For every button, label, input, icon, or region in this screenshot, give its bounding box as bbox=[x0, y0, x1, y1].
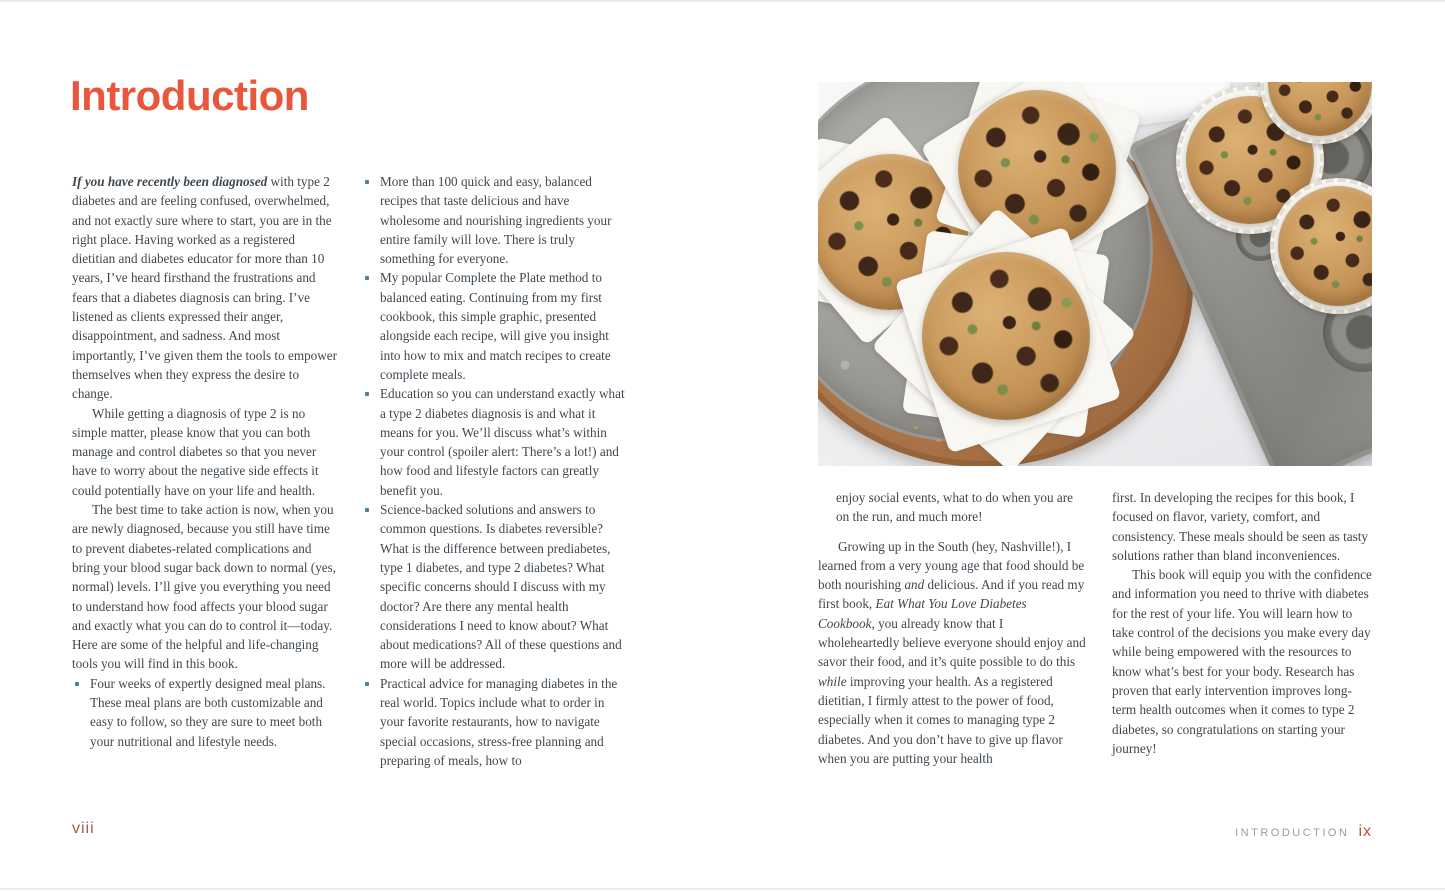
bullet-list bbox=[362, 172, 630, 770]
right-page-number: ix bbox=[1358, 823, 1372, 840]
running-head: INTRODUCTION bbox=[1235, 827, 1350, 839]
list-item: My popular Complete the Plate method to balanced eating. Continuing from my first cookbook, this simple graphic, presented alongside each recipe, will give you insight into how to mix and match recipes to create complete meals. bbox=[362, 268, 630, 384]
book-title-italic: Eat What You Love Diabetes Cookbook bbox=[818, 596, 1027, 631]
page-bottom-edge bbox=[0, 888, 1445, 890]
paragraph: This book will equip you with the confidence and information you need to thrive with diabetes for the rest of your life. You will learn how to take control of the decisions you make every day while being empowered with the resources to know what’s best for your body. Research has proven that early intervention improves long-term health outcomes when it comes to type 2 diabetes, so congratulations on starting your journey! bbox=[1112, 567, 1372, 756]
list-item: More than 100 quick and easy, balanced recipes that taste delicious and have wholesome and nourishing ingredients your entire family will love. There is truly something for everyone. bbox=[362, 172, 630, 268]
paragraph: The best time to take action is now, when you are newly diagnosed, because you still have time to prevent diabetes-related complications and bring your blood sugar back down to normal (yes, normal) levels. I’ll give you everything you need to understand how food affects your blood sugar and exactly what you can do to control it—today. Here are some of the helpful and life-changing tools you will find in this book. bbox=[72, 502, 337, 672]
right-page-footer bbox=[1235, 823, 1372, 841]
list-item: Four weeks of expertly designed meal plans. These meal plans are both customizable and easy to follow, so they are sure to meet both your nutritional and lifestyle needs. bbox=[72, 674, 338, 751]
lead-in-text: If you have recently been diagnosed bbox=[72, 174, 268, 189]
list-item: Education so you can understand exactly what a type 2 diabetes diagnosis is and what it means for you. We’ll discuss what’s within your control (spoiler alert: There’s a lot!) and how food and lifestyle factors can greatly benefit you. bbox=[362, 384, 630, 500]
paragraph: Growing up in the South (hey, Nashville!), I learned from a very young age that food should be both nourishing and delicious. And if you read my first book, Eat What You Love Diabetes Cookbook, you already know that I wholeheartedly believe everyone should enjoy and savor their food, and it’s quite possible to do this while improving your health. As a registered dietitian, I firmly attest to the power of food, especially when it comes to managing type 2 diabetes. And you don’t have to give up flavor when you are putting your health bbox=[818, 538, 1086, 766]
right-page-column-2 bbox=[1112, 488, 1374, 758]
paragraph: If you have recently been diagnosed with type 2 diabetes and are feeling confused, overwhelmed, and not exactly sure where to start, you are in the right place. Having worked as a registered dietitian and diabetes educator for more than 10 years, I’ve heard firsthand the frustrations and fears that a diabetes diagnosis can bring. I’ve listened as clients expressed their anger, disappointment, and sadness. And most importantly, I’ve given them the tools to empower themselves when they express the desire to change. bbox=[72, 174, 338, 402]
bullet-continuation: enjoy social events, what to do when you are on the run, and much more! bbox=[836, 490, 1073, 525]
list-item: Practical advice for managing diabetes in the real world. Topics include what to order in your favorite restaurants, how to navigate special occasions, stress-free planning and preparing of meals, how to bbox=[362, 674, 630, 770]
left-page-column-1 bbox=[72, 172, 338, 751]
bullet-list bbox=[72, 674, 338, 751]
page-title: Introduction bbox=[70, 72, 309, 119]
crumb bbox=[936, 438, 941, 442]
paragraph: first. In developing the recipes for this book, I focused on flavor, variety, comfort, and consistency. These meals should be seen as tasty solutions rather than bland inconveniences. bbox=[1112, 490, 1368, 563]
list-item: Science-backed solutions and answers to common questions. Is diabetes reversible? What is the difference between prediabetes, type 1 diabetes, and type 2 diabetes? What specific concerns should I discuss with my doctor? Are there any mental health considerations I need to know about? What about medications? All of these questions and more will be addressed. bbox=[362, 500, 630, 674]
muffin bbox=[922, 252, 1090, 420]
left-page-column-2 bbox=[362, 172, 630, 770]
right-page-column-1 bbox=[818, 488, 1086, 768]
left-page-number: viii bbox=[72, 820, 95, 837]
muffins-photo bbox=[818, 82, 1372, 466]
paragraph: While getting a diagnosis of type 2 is no simple matter, please know that you can both manage and control diabetes so that you never have to worry about the negative side effects it could potentially have on your life and health. bbox=[72, 405, 319, 498]
crumb bbox=[914, 426, 918, 429]
page-top-edge bbox=[0, 0, 1445, 2]
